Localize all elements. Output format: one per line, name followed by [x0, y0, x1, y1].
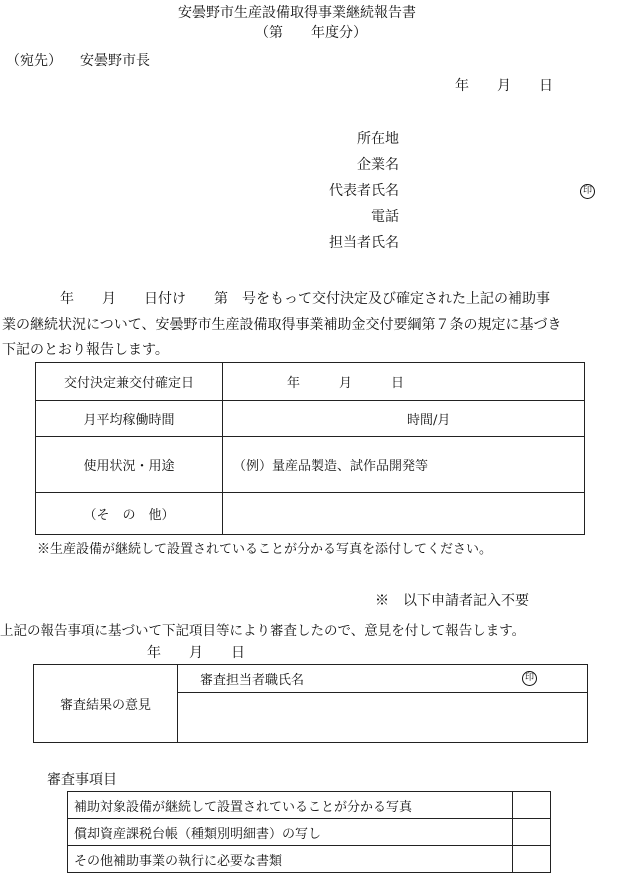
table-row	[68, 819, 551, 846]
review-date: 年 月 日	[147, 645, 245, 661]
document-title: 安曇野市生産設備取得事業継続報告書	[178, 5, 416, 21]
report-table	[35, 362, 585, 535]
checklist-table	[67, 791, 551, 873]
body-line-1: 年 月 日付け 第 号をもって交付決定及び確定された上記の補助事	[60, 291, 550, 307]
body-line-3: 下記のとおり報告します。	[2, 342, 169, 358]
checklist-checkbox	[513, 846, 551, 873]
usage-label: 使用状況・用途	[36, 437, 223, 493]
grant-date-value: 年 月 日	[223, 363, 585, 401]
usage-value: （例）量産品製造、試作品開発等	[223, 437, 585, 493]
checklist-title: 審査事項目	[47, 772, 117, 788]
office-use-note: ※ 以下申請者記入不要	[375, 593, 529, 609]
checklist-item: 償却資産課税台帳（種類別明細書）の写し	[68, 819, 513, 846]
reviewer-label: 審査担当者職氏名	[200, 673, 305, 688]
addressee-label: （宛先）	[6, 53, 62, 69]
other-value	[223, 493, 585, 535]
table-row	[68, 846, 551, 873]
review-result-label: 審査結果の意見	[34, 665, 178, 743]
company-label: 企業名	[357, 157, 399, 173]
applicant-seal-mark: 印	[580, 183, 595, 199]
table-row	[36, 437, 585, 493]
checklist-checkbox	[513, 792, 551, 819]
addressee-name: 安曇野市長	[80, 53, 150, 69]
body-line-2: 業の継続状況について、安曇野市生産設備取得事業補助金交付要綱第７条の規定に基づき	[2, 317, 562, 333]
checklist-item: その他補助事業の執行に必要な書類	[68, 846, 513, 873]
checklist-checkbox	[513, 819, 551, 846]
table-row	[34, 665, 588, 693]
phone-label: 電話	[371, 209, 399, 225]
fiscal-year-label: （第 年度分）	[255, 25, 367, 41]
operating-hours-label: 月平均稼働時間	[36, 401, 223, 437]
contact-person-label: 担当者氏名	[329, 235, 399, 251]
table-row	[36, 401, 585, 437]
address-label: 所在地	[357, 131, 399, 147]
representative-label: 代表者氏名	[329, 183, 399, 199]
review-opinion-field	[178, 693, 588, 743]
table-row	[36, 493, 585, 535]
operating-hours-value: 時間/月	[223, 401, 585, 437]
reviewer-seal-mark: 印	[522, 671, 537, 686]
grant-date-label: 交付決定兼交付確定日	[36, 363, 223, 401]
review-text: 上記の報告事項に基づいて下記項目等により審査したので、意見を付して報告します。	[0, 623, 526, 639]
table-row	[68, 792, 551, 819]
table-row	[36, 363, 585, 401]
checklist-item: 補助対象設備が継続して設置されていることが分かる写真	[68, 792, 513, 819]
review-table	[33, 664, 588, 743]
photo-note: ※生産設備が継続して設置されていることが分かる写真を添付してください。	[37, 542, 493, 557]
other-label: （そ の 他）	[36, 493, 223, 535]
submission-date: 年 月 日	[455, 78, 553, 94]
reviewer-cell	[178, 665, 588, 693]
